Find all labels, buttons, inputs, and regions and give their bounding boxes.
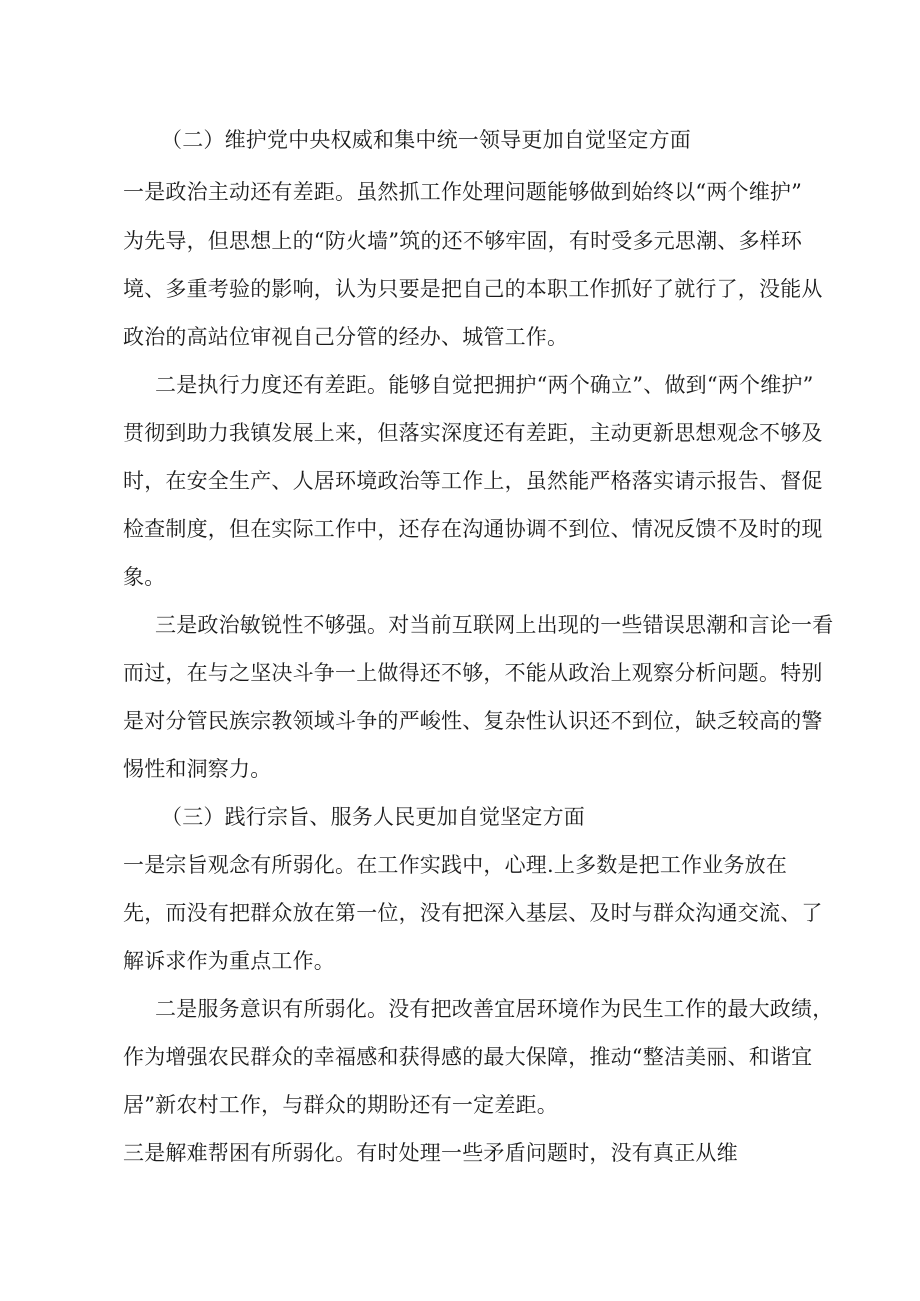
section-heading-three: （三）践行宗旨、服务人民更加自觉坚定方面 <box>161 805 585 829</box>
body-line: 为先导，但思想上的“防火墙”筑的还不够牢固，有时受多元思潮、多样环 <box>123 229 803 253</box>
body-line: 惕性和洞察力。 <box>123 757 272 781</box>
body-line: 居”新农村工作，与群众的期盼还有一定差距。 <box>123 1093 558 1117</box>
body-line: 一是政治主动还有差距。虽然抓工作处理问题能够做到始终以“两个维护” <box>123 180 803 204</box>
body-line: 时，在安全生产、人居环境政治等工作上，虽然能严格落实请示报告、督促 <box>123 469 823 493</box>
section-heading-two: （二）维护党中央权威和集中统一领导更加自觉坚定方面 <box>161 128 691 152</box>
body-line: 三是政治敏锐性不够强。对当前互联网上出现的一些错误思潮和言论一看 <box>155 613 834 637</box>
body-line: 二是执行力度还有差距。能够自觉把拥护“两个确立”、做到“两个维护” <box>155 373 814 397</box>
body-line: 先，而没有把群众放在第一位，没有把深入基层、及时与群众沟通交流、了 <box>123 901 823 925</box>
body-line: 贯彻到助力我镇发展上来，但落实深度还有差距，主动更新思想观念不够及 <box>123 421 823 445</box>
body-line: 作为增强农民群众的幸福感和获得感的最大保障，推动“整洁美丽、和谐宜 <box>123 1045 813 1069</box>
body-line: 是对分管民族宗教领域斗争的严峻性、复杂性认识还不到位，缺乏较高的警 <box>123 709 823 733</box>
body-line: 政治的高站位审视自己分管的经办、城管工作。 <box>123 325 569 349</box>
body-line: 境、多重考验的影响，认为只要是把自己的本职工作抓好了就行了，没能从 <box>123 277 823 301</box>
body-line: 三是解难帮困有所弱化。有时处理一些矛盾问题时，没有真正从维 <box>123 1141 738 1165</box>
body-line: 而过，在与之坚决斗争一上做得还不够，不能从政治上观察分析问题。特别 <box>123 661 823 685</box>
body-line: 解诉求作为重点工作。 <box>123 949 335 973</box>
body-line: 一是宗旨观念有所弱化。在工作实践中，心理.上多数是把工作业务放在 <box>123 853 788 877</box>
body-line: 检查制度，但在实际工作中，还存在沟通协调不到位、情况反馈不及时的现 <box>123 517 823 541</box>
body-line: 二是服务意识有所弱化。没有把改善宜居环境作为民生工作的最大政绩， <box>155 997 834 1021</box>
body-line: 象。 <box>123 565 166 589</box>
